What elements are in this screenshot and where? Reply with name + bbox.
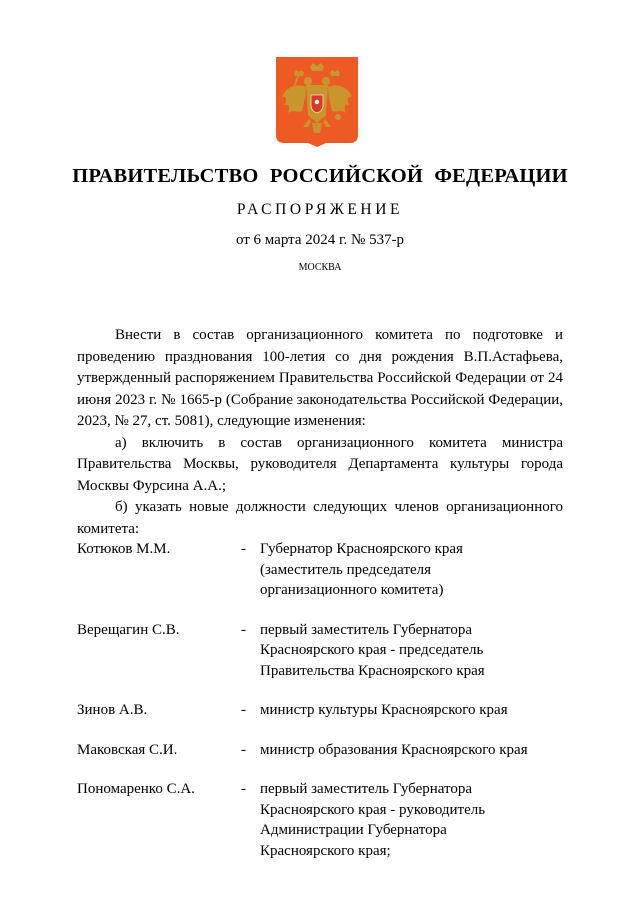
member-name: Котюков М.М. [77,541,171,557]
coat-of-arms-icon [276,57,358,147]
member-position: министр культуры Красноярского края [260,702,508,718]
member-row [77,700,567,721]
member-dash: - [241,541,246,557]
government-title: ПРАВИТЕЛЬСТВО РОССИЙСКОЙ ФЕДЕРАЦИИ [72,165,568,187]
document-date-number: от 6 марта 2024 г. № 537-р [235,232,405,248]
members-list [77,539,567,880]
document-city: МОСКВА [298,262,342,273]
document-type: РАСПОРЯЖЕНИЕ [236,201,404,218]
member-name: Пономаренко С.А. [77,781,195,797]
member-name: Верещагин С.В. [77,621,180,638]
member-name: Маковская С.И. [77,741,178,758]
member-dash: - [241,741,246,758]
item-a-paragraph: а) включить в состав организационного комитета министра Правительства Москвы, руководителя Департамента культуры города Москвы Фурсина А.А.; [77,434,563,494]
member-dash: - [241,702,246,718]
member-dash: - [241,621,246,638]
member-position: первый заместитель Губернатора Красноярского края - руководитель Администрации Губернатора Красноярского края; [260,781,486,859]
member-row [77,539,567,601]
member-row [77,740,567,761]
member-position: первый заместитель Губернатора Красноярского края - председатель Правительства Красноярского края [260,621,485,679]
member-position: министр образования Красноярского края [260,741,528,758]
member-dash: - [241,781,246,797]
member-name: Зинов А.В. [77,702,148,718]
member-row [77,779,567,861]
intro-paragraph: Внести в состав организационного комитета по подготовке и проведению празднования 100-летия со дня рождения В.П.Астафьева, утвержденный распоряжением Правительства Российской Федерации от 24 июня 2023 г. № 1665-р (Собрание законодательства Российской Федерации, 2023, № 27, ст. 5081), следующие изменения: [77,327,563,429]
member-position: Губернатор Красноярского края (заместитель председателя организационного комитета) [260,541,463,598]
member-row [77,620,567,682]
document-body [77,325,563,540]
item-b-paragraph: б) указать новые должности следующих членов организационного комитета: [77,499,563,537]
